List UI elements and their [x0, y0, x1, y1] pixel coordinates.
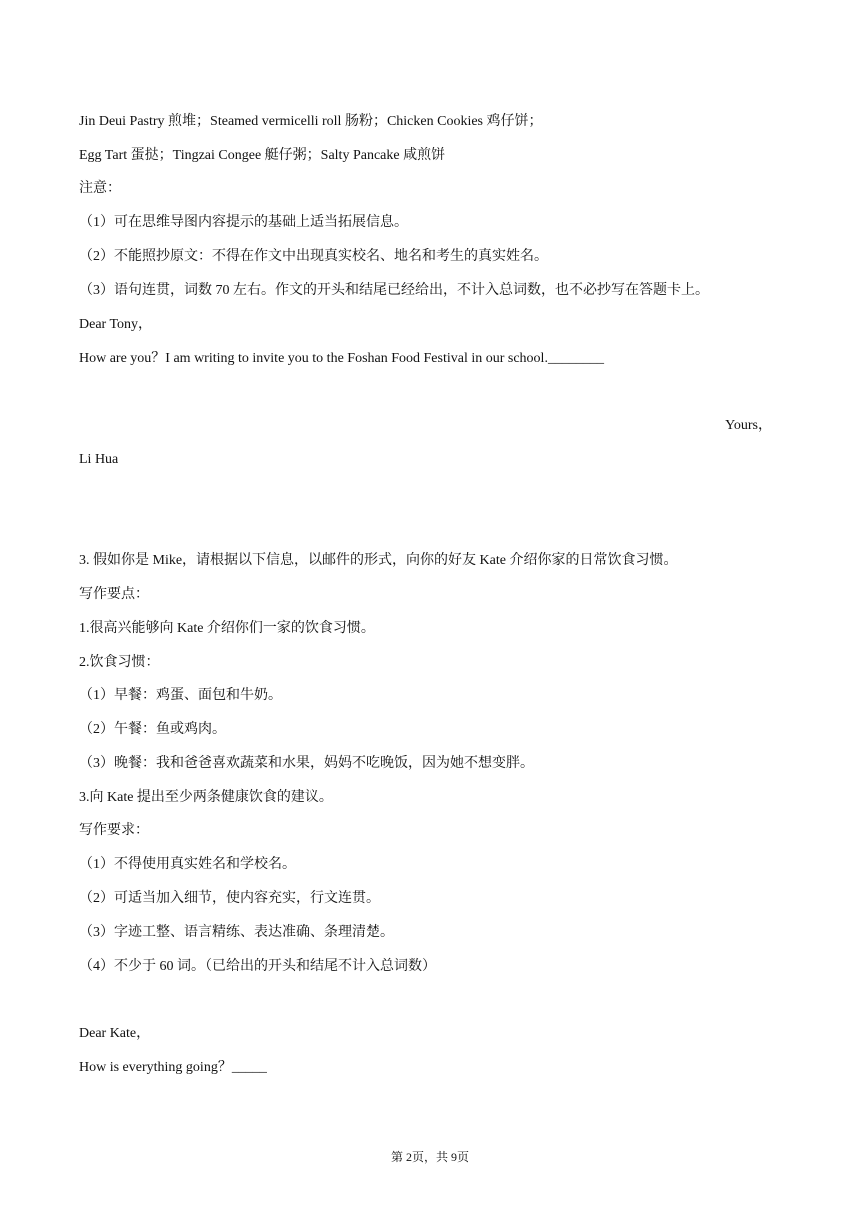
writing-points-heading: 写作要点：	[79, 587, 149, 602]
requirement-item: （2）可适当加入细节，使内容充实，行文连贯。	[79, 891, 380, 906]
page-number-footer: 第 2页，共 9页	[390, 1150, 469, 1164]
letter-opening: How are you？I am writing to invite you to the Foshan Food Festival in our school.________	[79, 351, 604, 366]
letter-signature: Li Hua	[79, 452, 119, 467]
letter-salutation: Dear Kate，	[79, 1026, 151, 1041]
question-3-prompt: 3. 假如你是 Mike，请根据以下信息，以邮件的形式，向你的好友 Kate 介绍你家的日常饮食习惯。	[79, 553, 678, 568]
habit-item: （3）晚餐：我和爸爸喜欢蔬菜和水果，妈妈不吃晚饭，因为她不想变胖。	[79, 756, 534, 771]
letter-closing: Yours，	[725, 418, 772, 433]
requirement-item: （1）不得使用真实姓名和学校名。	[79, 857, 296, 872]
note-item: （1）可在思维导图内容提示的基础上适当拓展信息。	[79, 215, 408, 230]
habit-item: （2）午餐：鱼或鸡肉。	[79, 722, 226, 737]
writing-point-3: 3.向 Kate 提出至少两条健康饮食的建议。	[79, 790, 333, 805]
habit-item: （1）早餐：鸡蛋、面包和牛奶。	[79, 688, 282, 703]
writing-point-1: 1.很高兴能够向 Kate 介绍你们一家的饮食习惯。	[79, 621, 375, 636]
letter-opening: How is everything going？_____	[79, 1060, 267, 1075]
letter-salutation: Dear Tony，	[79, 317, 153, 332]
requirement-item: （4）不少于 60 词。（已给出的开头和结尾不计入总词数）	[79, 959, 436, 974]
requirement-item: （3）字迹工整、语言精练、表达准确、条理清楚。	[79, 925, 394, 940]
note-item: （3）语句连贯，词数 70 左右。作文的开头和结尾已经给出，不计入总词数，也不必抄写在答题卡上。	[79, 283, 709, 298]
notice-heading: 注意：	[79, 181, 121, 196]
writing-point-2: 2.饮食习惯：	[79, 655, 160, 670]
vocab-line-1: Jin Deui Pastry 煎堆；Steamed vermicelli roll 肠粉；Chicken Cookies 鸡仔饼；	[79, 114, 543, 129]
vocab-line-2: Egg Tart 蛋挞；Tingzai Congee 艇仔粥；Salty Pancake 咸煎饼	[79, 148, 446, 163]
note-item: （2）不能照抄原文：不得在作文中出现真实校名、地名和考生的真实姓名。	[79, 249, 548, 264]
writing-requirements-heading: 写作要求：	[79, 823, 149, 838]
